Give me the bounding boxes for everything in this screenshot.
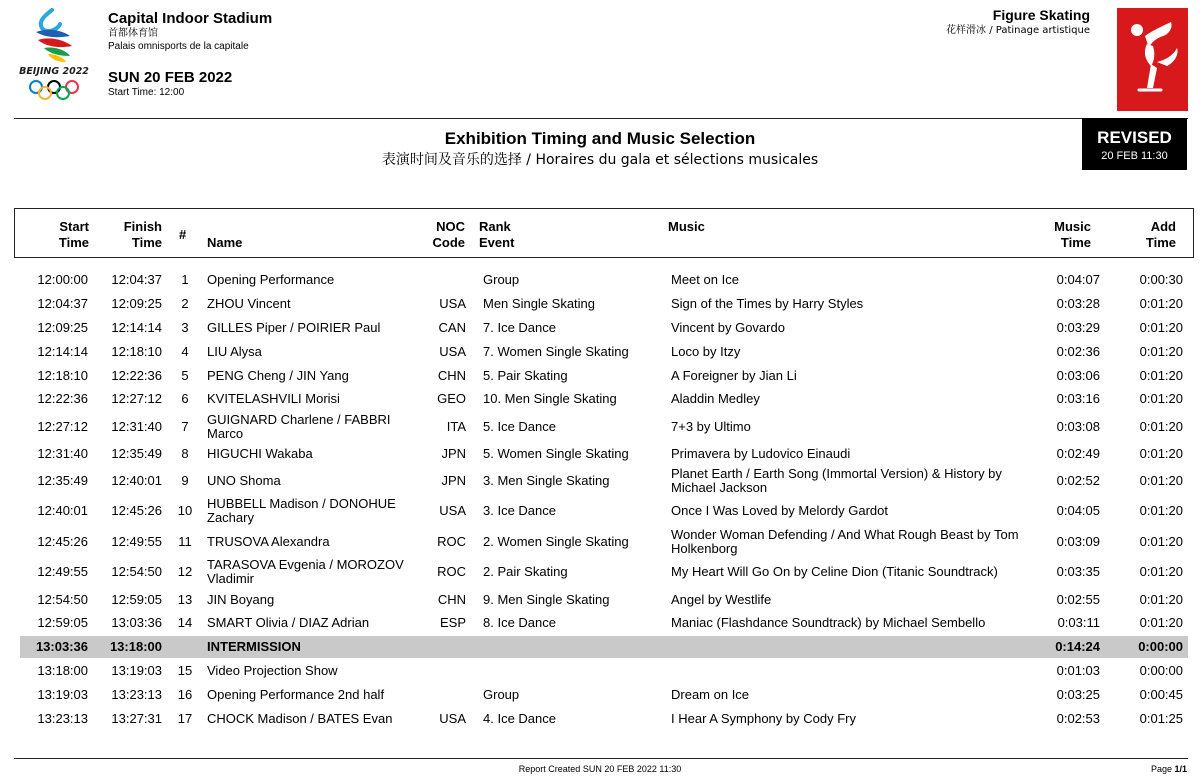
col-number: # [179, 227, 187, 242]
table-row [20, 636, 1188, 658]
cell-noc-code: USA [439, 503, 466, 518]
venue-name-fr: Palais omnisports de la capitale [108, 41, 249, 52]
cell-start-time: 13:23:13 [37, 711, 88, 726]
table-row [20, 413, 1188, 441]
cell-number: 4 [181, 344, 189, 359]
cell-music-time: 0:03:06 [1056, 368, 1100, 383]
cell-number: 16 [177, 687, 193, 702]
cell-number: 14 [177, 615, 193, 630]
cell-name: HUBBELL Madison / DONOHUE Zachary [207, 496, 396, 525]
cell-finish-time: 12:35:49 [111, 446, 162, 461]
cell-music: Meet on Ice [671, 272, 739, 287]
document-subtitle: 表演时间及音乐的选择 / Horaires du gala et sélections musicales [381, 152, 819, 168]
cell-finish-time: 13:19:03 [111, 663, 162, 678]
cell-noc-code: CHN [437, 368, 466, 383]
cell-add-time: 0:00:30 [1139, 272, 1183, 287]
cell-number: 9 [181, 473, 189, 488]
cell-add-time: 0:01:20 [1139, 296, 1183, 311]
table-header [14, 208, 1194, 258]
footer-divider [14, 758, 1188, 759]
col-start-time: Start Time [58, 219, 89, 250]
venue-name: Capital Indoor Stadium [108, 10, 273, 27]
table-row [20, 528, 1188, 556]
cell-music: Sign of the Times by Harry Styles [671, 296, 864, 311]
cell-music-time: 0:03:29 [1056, 320, 1100, 335]
cell-add-time: 0:01:20 [1139, 564, 1183, 579]
cell-start-time: 12:40:01 [37, 503, 88, 518]
cell-rank-event: Group [483, 687, 520, 702]
cell-finish-time: 12:22:36 [111, 368, 162, 383]
cell-rank-event: 3. Ice Dance [483, 503, 556, 518]
cell-name: KVITELASHVILI Morisi [207, 391, 340, 406]
cell-number: 8 [181, 446, 189, 461]
cell-add-time: 0:01:20 [1139, 503, 1183, 518]
cell-noc-code: ITA [446, 419, 466, 434]
cell-finish-time: 13:03:36 [111, 615, 162, 630]
cell-music: Planet Earth / Earth Song (Immortal Version) & History by Michael Jackson [671, 466, 1002, 495]
cell-name: TARASOVA Evgenia / MOROZOV Vladimir [207, 557, 404, 586]
col-music-time: Music Time [1054, 219, 1091, 250]
cell-music-time: 0:14:24 [1055, 639, 1100, 654]
cell-noc-code: GEO [437, 391, 466, 406]
table-row [20, 558, 1188, 586]
date-block [108, 69, 232, 99]
cell-rank-event: 2. Women Single Skating [483, 534, 629, 549]
table-row [20, 467, 1188, 495]
document-title: Exhibition Timing and Music Selection [444, 129, 756, 148]
cell-start-time: 12:00:00 [37, 272, 88, 287]
cell-music-time: 0:02:53 [1056, 711, 1100, 726]
cell-rank-event: 3. Men Single Skating [483, 473, 610, 488]
cell-name: ZHOU Vincent [207, 296, 291, 311]
page-number: Page 1/1 [1150, 764, 1187, 774]
col-finish-time: Finish Time [123, 219, 162, 250]
col-music: Music [668, 219, 705, 234]
cell-finish-time: 12:04:37 [111, 272, 162, 287]
cell-rank-event: 7. Women Single Skating [483, 344, 629, 359]
cell-add-time: 0:00:00 [1138, 639, 1183, 654]
cell-start-time: 12:27:12 [37, 419, 88, 434]
cell-start-time: 12:59:05 [37, 615, 88, 630]
cell-rank-event: 8. Ice Dance [483, 615, 556, 630]
cell-number: 11 [178, 534, 192, 549]
cell-number: 15 [177, 663, 193, 678]
cell-rank-event: 5. Women Single Skating [483, 446, 629, 461]
cell-finish-time: 12:27:12 [111, 391, 162, 406]
venue-name-cn: 首都体育馆 [108, 28, 158, 39]
beijing-2022-logo [14, 8, 94, 104]
cell-music-time: 0:03:11 [1057, 615, 1100, 630]
cell-number: 2 [181, 296, 189, 311]
cell-name: HIGUCHI Wakaba [207, 446, 313, 461]
cell-rank-event: Men Single Skating [483, 296, 596, 311]
revised-label: REVISED [1097, 128, 1172, 147]
cell-number: 3 [181, 320, 189, 335]
col-add-time: Add Time [1145, 219, 1176, 250]
venue-block [108, 10, 272, 53]
col-rank-event: Rank Event [479, 219, 515, 250]
cell-music: Maniac (Flashdance Soundtrack) by Michael Sembello [671, 615, 986, 630]
cell-start-time: 12:14:14 [37, 344, 88, 359]
cell-add-time: 0:01:20 [1139, 391, 1183, 406]
sport-block [946, 7, 1090, 37]
cell-finish-time: 12:45:26 [111, 503, 162, 518]
cell-noc-code: ROC [437, 534, 466, 549]
cell-music: Primavera by Ludovico Einaudi [671, 446, 851, 461]
cell-rank-event: 10. Men Single Skating [483, 391, 617, 406]
cell-name: SMART Olivia / DIAZ Adrian [207, 615, 370, 630]
table-row [20, 609, 1188, 637]
cell-noc-code: USA [439, 711, 466, 726]
col-name: Name [207, 235, 243, 250]
cell-finish-time: 12:59:05 [111, 592, 162, 607]
cell-add-time: 0:00:00 [1139, 663, 1183, 678]
sport-name: Figure Skating [992, 7, 1090, 23]
sport-name-sub: 花样滑冰 / Patinage artistique [946, 25, 1090, 36]
revised-badge [1082, 118, 1187, 170]
cell-finish-time: 12:40:01 [111, 473, 162, 488]
cell-finish-time: 12:49:55 [111, 534, 162, 549]
cell-music: Aladdin Medley [671, 391, 760, 406]
cell-start-time: 12:22:36 [37, 391, 88, 406]
cell-music-time: 0:02:52 [1056, 473, 1100, 488]
cell-noc-code: JPN [441, 473, 466, 488]
cell-music-time: 0:03:25 [1056, 687, 1100, 702]
cell-add-time: 0:01:20 [1139, 344, 1183, 359]
cell-add-time: 0:01:20 [1139, 592, 1183, 607]
table-row [20, 705, 1188, 733]
cell-music-time: 0:03:35 [1056, 564, 1100, 579]
cell-start-time: 12:35:49 [37, 473, 88, 488]
cell-name: UNO Shoma [207, 473, 281, 488]
report-created: Report Created SUN 20 FEB 2022 11:30 [518, 764, 682, 774]
cell-music-time: 0:01:03 [1056, 663, 1100, 678]
header-divider [14, 118, 1188, 119]
table-row [20, 385, 1188, 413]
cell-add-time: 0:01:20 [1139, 446, 1183, 461]
table-row [20, 440, 1188, 468]
cell-name: LIU Alysa [207, 344, 262, 359]
cell-number: 6 [181, 391, 189, 406]
cell-music-time: 0:04:07 [1056, 272, 1100, 287]
cell-noc-code: USA [439, 296, 466, 311]
cell-add-time: 0:01:20 [1139, 473, 1183, 488]
event-date: SUN 20 FEB 2022 [108, 69, 233, 86]
cell-name: Opening Performance 2nd half [207, 687, 385, 702]
cell-number: 13 [177, 592, 193, 607]
cell-add-time: 0:01:20 [1139, 368, 1183, 383]
cell-music: Angel by Westlife [671, 592, 772, 607]
cell-number: 10 [177, 503, 193, 518]
cell-finish-time: 13:23:13 [111, 687, 162, 702]
cell-music-time: 0:03:16 [1056, 391, 1100, 406]
cell-finish-time: 13:18:00 [109, 639, 162, 654]
cell-music-time: 0:02:49 [1056, 446, 1100, 461]
cell-rank-event: 7. Ice Dance [483, 320, 556, 335]
cell-music-time: 0:03:28 [1056, 296, 1100, 311]
cell-finish-time: 12:31:40 [111, 419, 162, 434]
cell-finish-time: 12:18:10 [111, 344, 162, 359]
cell-name: GUIGNARD Charlene / FABBRI Marco [207, 412, 391, 441]
cell-music: My Heart Will Go On by Celine Dion (Titanic Soundtrack) [671, 564, 998, 579]
cell-music-time: 0:04:05 [1056, 503, 1100, 518]
cell-add-time: 0:01:20 [1139, 534, 1183, 549]
cell-rank-event: Group [483, 272, 520, 287]
cell-music: Vincent by Govardo [671, 320, 785, 335]
cell-music: Wonder Woman Defending / And What Rough Beast by Tom Holkenborg [671, 527, 1019, 556]
cell-start-time: 13:18:00 [37, 663, 88, 678]
cell-music: Dream on Ice [671, 687, 750, 702]
cell-add-time: 0:01:20 [1139, 615, 1183, 630]
col-noc-code: NOC Code [432, 219, 465, 250]
cell-start-time: 12:49:55 [37, 564, 88, 579]
cell-rank-event: 5. Ice Dance [483, 419, 556, 434]
cell-noc-code: CAN [438, 320, 466, 335]
start-time: Start Time: 12:00 [108, 87, 185, 98]
cell-number: 5 [181, 368, 189, 383]
cell-noc-code: ESP [439, 615, 466, 630]
cell-name: Opening Performance [207, 272, 335, 287]
cell-start-time: 13:19:03 [37, 687, 88, 702]
cell-noc-code: JPN [441, 446, 466, 461]
cell-name: CHOCK Madison / BATES Evan [207, 711, 393, 726]
cell-start-time: 12:18:10 [37, 368, 88, 383]
cell-name: Video Projection Show [207, 663, 338, 678]
cell-music-time: 0:03:09 [1056, 534, 1100, 549]
cell-noc-code: CHN [437, 592, 466, 607]
cell-name: PENG Cheng / JIN Yang [207, 368, 349, 383]
revised-date: 20 FEB 11:30 [1101, 150, 1168, 162]
cell-music-time: 0:02:55 [1056, 592, 1100, 607]
cell-start-time: 13:03:36 [35, 639, 88, 654]
cell-number: 17 [177, 711, 193, 726]
cell-start-time: 12:31:40 [37, 446, 88, 461]
cell-add-time: 0:00:45 [1139, 687, 1183, 702]
document-title-block [0, 128, 1200, 170]
cell-music: 7+3 by Ultimo [671, 419, 751, 434]
cell-finish-time: 12:09:25 [111, 296, 162, 311]
table-row [20, 497, 1188, 525]
cell-start-time: 12:54:50 [37, 592, 88, 607]
cell-rank-event: 9. Men Single Skating [483, 592, 610, 607]
cell-music: I Hear A Symphony by Cody Fry [671, 711, 856, 726]
cell-name: JIN Boyang [207, 592, 275, 607]
logo-wordmark: BEIJING 2022 [19, 66, 89, 77]
cell-name: TRUSOVA Alexandra [207, 534, 330, 549]
cell-noc-code: ROC [437, 564, 466, 579]
cell-start-time: 12:45:26 [37, 534, 88, 549]
figure-skating-pictogram-icon [1117, 8, 1188, 111]
cell-finish-time: 13:27:31 [111, 711, 162, 726]
cell-number: 12 [177, 564, 193, 579]
cell-rank-event: 4. Ice Dance [483, 711, 556, 726]
cell-rank-event: 5. Pair Skating [483, 368, 568, 383]
cell-music: A Foreigner by Jian Li [671, 368, 797, 383]
cell-finish-time: 12:14:14 [111, 320, 162, 335]
cell-add-time: 0:01:20 [1139, 419, 1183, 434]
cell-add-time: 0:01:25 [1139, 711, 1183, 726]
cell-music-time: 0:02:36 [1056, 344, 1100, 359]
cell-add-time: 0:01:20 [1139, 320, 1183, 335]
cell-start-time: 12:09:25 [37, 320, 88, 335]
cell-number: 1 [181, 272, 189, 287]
cell-rank-event: 2. Pair Skating [483, 564, 568, 579]
cell-number: 7 [181, 419, 189, 434]
cell-start-time: 12:04:37 [37, 296, 88, 311]
cell-music-time: 0:03:08 [1056, 419, 1100, 434]
cell-finish-time: 12:54:50 [111, 564, 162, 579]
cell-name: INTERMISSION [207, 639, 301, 654]
cell-music: Once I Was Loved by Melordy Gardot [671, 503, 889, 518]
cell-noc-code: USA [439, 344, 466, 359]
cell-name: GILLES Piper / POIRIER Paul [207, 320, 381, 335]
cell-music: Loco by Itzy [671, 344, 741, 359]
